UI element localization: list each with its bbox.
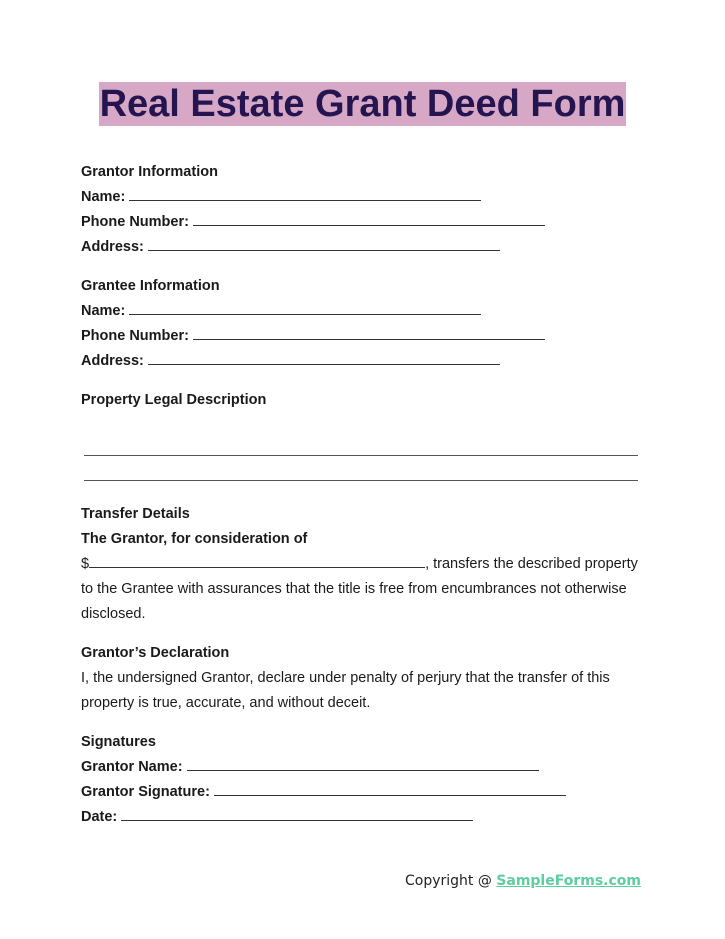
grantor-info-heading: Grantor Information [81, 164, 218, 180]
grantee-address-row [81, 349, 641, 374]
property-heading: Property Legal Description [81, 392, 267, 408]
grantee-phone-row [81, 324, 641, 349]
title-container [0, 82, 725, 126]
grantee-phone-field[interactable] [193, 325, 545, 340]
copyright-text: Copyright @ [404, 873, 497, 889]
dollar-sign: $ [81, 556, 90, 572]
signatures-heading: Signatures [81, 734, 156, 750]
page-title: Real Estate Grant Deed Form [99, 83, 626, 125]
grantor-sig-name-row [81, 755, 641, 780]
footer-copyright [405, 873, 641, 889]
grantee-info-heading: Grantee Information [81, 278, 220, 294]
grantee-name-row [81, 299, 641, 324]
grantee-address-label: Address: [81, 353, 144, 369]
grantor-sig-name-field[interactable] [187, 756, 539, 771]
declaration-text: I, the undersigned Grantor, declare under penalty of perjury that the transfer of this property is true, accurate, and without deceit. [81, 670, 610, 711]
transfer-paragraph [81, 552, 641, 627]
transfer-text-rest: to the Grantee with assurances that the title is free from encumbrances not otherwise disclosed. [81, 581, 627, 622]
consideration-amount-field[interactable] [89, 553, 425, 568]
grantor-address-label: Address: [81, 239, 144, 255]
grantee-name-label: Name: [81, 303, 126, 319]
consideration-label: The Grantor, for consideration of [81, 531, 308, 547]
transfer-heading: Transfer Details [81, 506, 190, 522]
grantor-phone-label: Phone Number: [81, 214, 189, 230]
date-field[interactable] [121, 806, 473, 821]
grantor-sig-name-label: Grantor Name: [81, 759, 183, 775]
grantee-name-field[interactable] [129, 300, 481, 315]
property-description-field[interactable] [84, 431, 638, 481]
transfer-text-inline: , transfers the described property [425, 556, 638, 572]
grantor-address-field[interactable] [148, 236, 500, 251]
date-label: Date: [81, 809, 118, 825]
description-line[interactable] [84, 456, 638, 481]
grantor-name-field[interactable] [129, 186, 481, 201]
brand-link[interactable]: SampleForms.com [496, 873, 641, 889]
form-content [81, 160, 641, 830]
grantor-phone-field[interactable] [193, 211, 545, 226]
description-line[interactable] [84, 431, 638, 456]
grantor-address-row [81, 235, 641, 260]
grantee-address-field[interactable] [148, 350, 500, 365]
declaration-heading: Grantor’s Declaration [81, 645, 230, 661]
grantee-phone-label: Phone Number: [81, 328, 189, 344]
grantor-signature-field[interactable] [214, 781, 566, 796]
grantor-phone-row [81, 210, 641, 235]
grantor-name-label: Name: [81, 189, 126, 205]
date-row [81, 805, 641, 830]
grantor-name-row [81, 185, 641, 210]
grantor-signature-label: Grantor Signature: [81, 784, 210, 800]
grantor-signature-row [81, 780, 641, 805]
